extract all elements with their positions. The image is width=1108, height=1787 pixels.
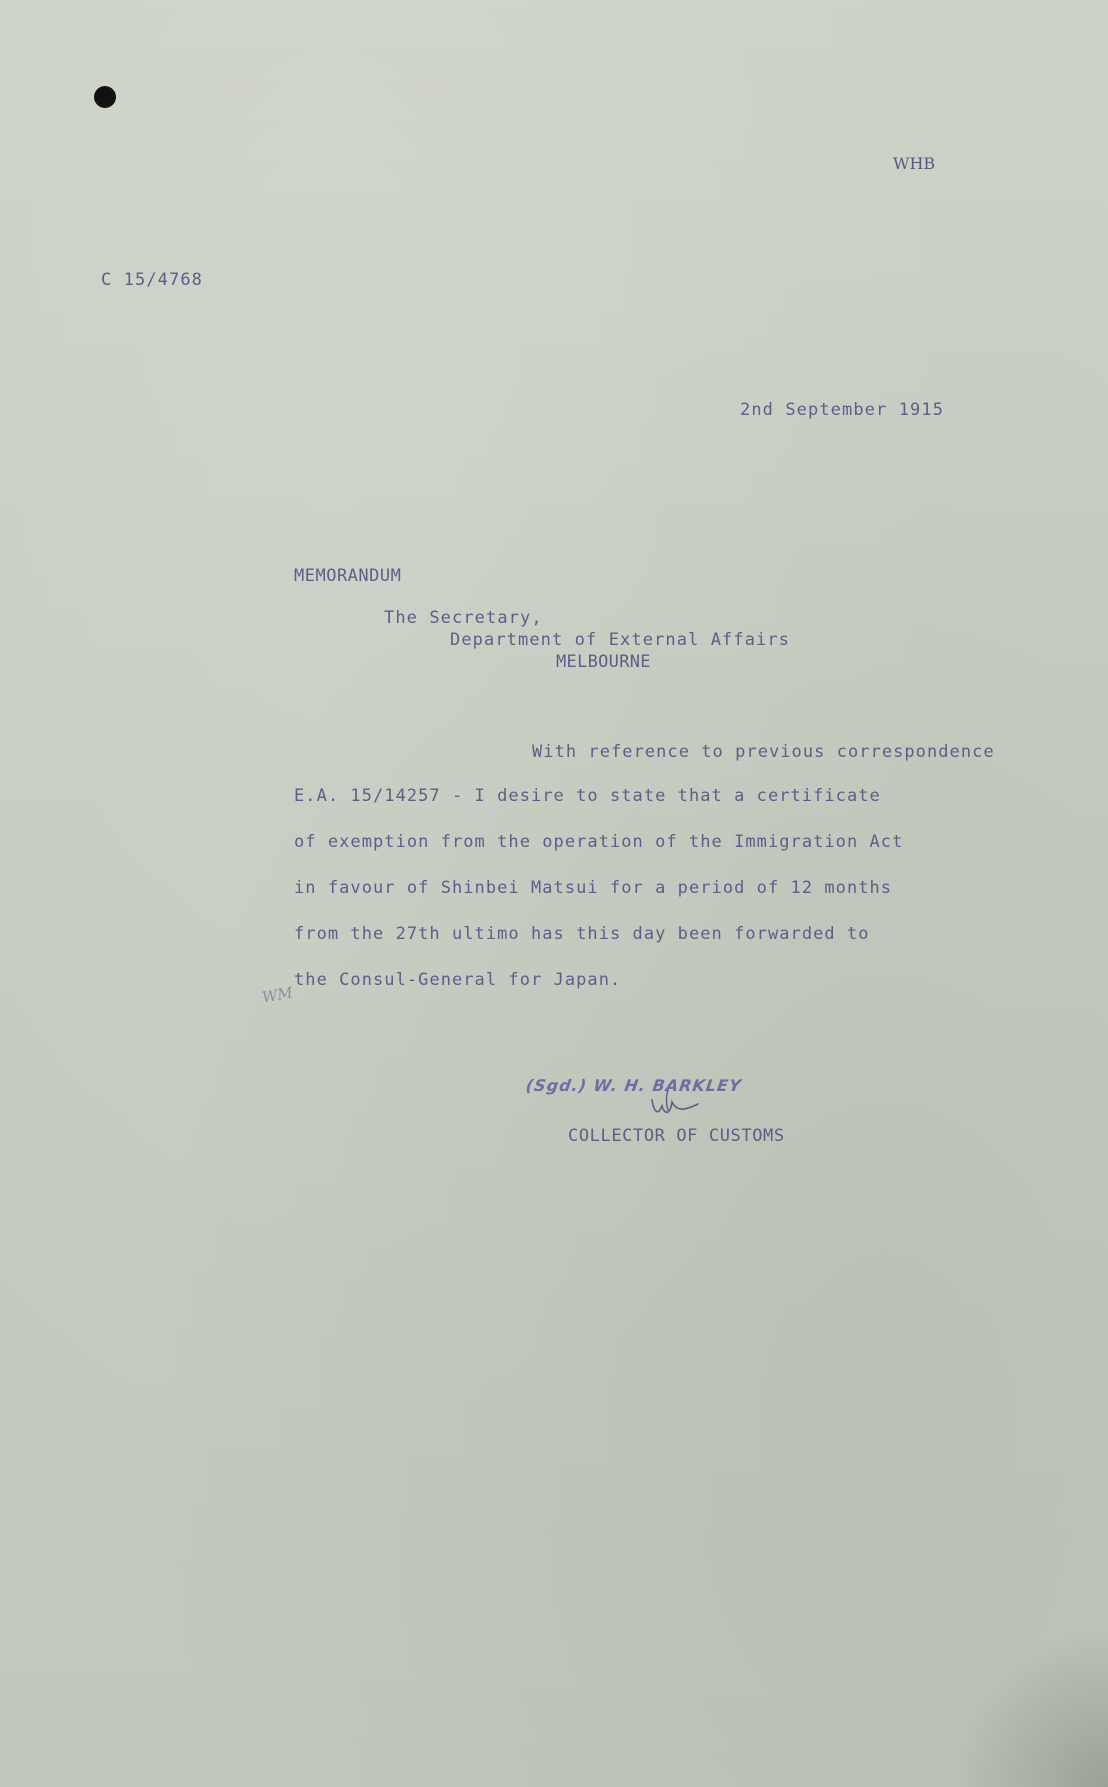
punch-hole bbox=[94, 86, 116, 108]
recipient-city: MELBOURNE bbox=[556, 652, 651, 672]
clerk-initials: WHB bbox=[893, 154, 936, 173]
body-line: from the 27th ultimo has this day been forwarded to bbox=[294, 924, 870, 944]
body-line: the Consul-General for Japan. bbox=[294, 970, 622, 990]
handwritten-initials-icon bbox=[646, 1086, 706, 1120]
page-corner-shadow bbox=[948, 1627, 1108, 1787]
recipient-title: The Secretary, bbox=[384, 608, 543, 628]
signer-title: COLLECTOR OF CUSTOMS bbox=[568, 1126, 785, 1146]
body-line: of exemption from the operation of the Immigration Act bbox=[294, 832, 904, 852]
body-line: With reference to previous correspondence bbox=[532, 742, 995, 762]
signature-stamp: (Sgd.) W. H. BARKLEY bbox=[524, 1076, 743, 1095]
recipient-department: Department of External Affairs bbox=[450, 630, 791, 650]
file-reference: C 15/4768 bbox=[101, 270, 204, 290]
memo-heading: MEMORANDUM bbox=[294, 566, 402, 586]
body-line: E.A. 15/14257 - I desire to state that a certificate bbox=[294, 786, 881, 806]
body-line: in favour of Shinbei Matsui for a period of 12 months bbox=[294, 878, 893, 898]
margin-initials: WM bbox=[260, 983, 295, 1007]
memo-date: 2nd September 1915 bbox=[740, 400, 945, 420]
